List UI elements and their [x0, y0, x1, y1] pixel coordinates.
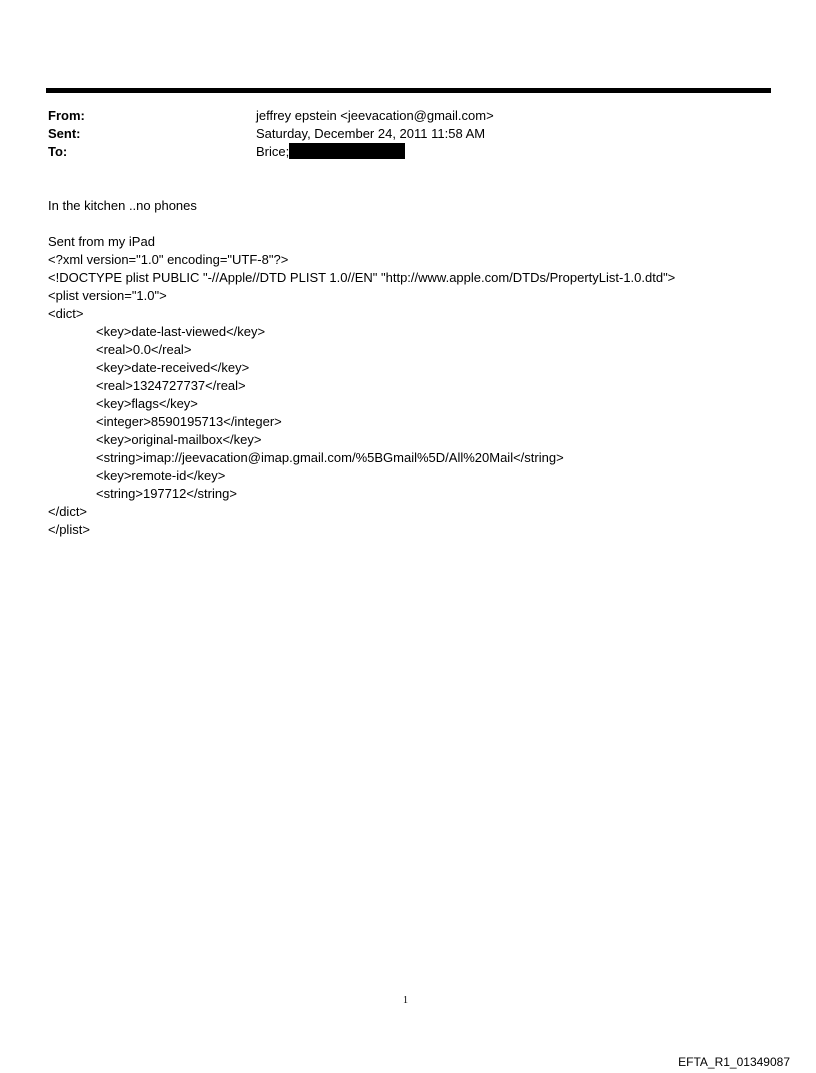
to-label: To:: [48, 144, 68, 159]
to-value-group: [256, 143, 405, 161]
to-row: [48, 143, 748, 161]
plist-open-tag: <plist version="1.0">: [48, 288, 167, 303]
page-number: 1: [403, 995, 408, 1006]
bates-number: EFTA_R1_01349087: [678, 1055, 790, 1069]
dict-line: <key>date-received</key>: [96, 360, 250, 375]
redaction-box: [289, 143, 405, 159]
dict-open-tag: <dict>: [48, 306, 84, 321]
sent-label: Sent:: [48, 126, 81, 141]
from-label: From:: [48, 108, 85, 123]
dict-line: <string>197712</string>: [96, 486, 237, 501]
xml-declaration: <?xml version="1.0" encoding="UTF-8"?>: [48, 252, 289, 267]
email-header: [48, 107, 748, 161]
from-value: jeffrey epstein <jeevacation@gmail.com>: [256, 108, 494, 123]
dict-line: <real>0.0</real>: [96, 342, 192, 357]
plist-close-tag: </plist>: [48, 522, 90, 537]
from-row: [48, 107, 748, 125]
to-value: Brice;: [256, 144, 290, 159]
blank-line: [48, 215, 788, 233]
dict-line: <integer>8590195713</integer>: [96, 414, 282, 429]
sent-value: Saturday, December 24, 2011 11:58 AM: [256, 126, 486, 141]
header-divider-rule: [46, 88, 771, 93]
dict-line: <key>original-mailbox</key>: [96, 432, 262, 447]
dict-line: <key>flags</key>: [96, 396, 198, 411]
doctype-line: <!DOCTYPE plist PUBLIC "-//Apple//DTD PLIST 1.0//EN" "http://www.apple.com/DTDs/PropertyList-1.0.dtd">: [48, 270, 676, 285]
signature-text: Sent from my iPad: [48, 234, 155, 249]
dict-line: <real>1324727737</real>: [96, 378, 246, 393]
dict-line: <string>imap://jeevacation@imap.gmail.com/%5BGmail%5D/All%20Mail</string>: [96, 450, 564, 465]
dict-line: <key>date-last-viewed</key>: [96, 324, 266, 339]
message-text: In the kitchen ..no phones: [48, 198, 197, 213]
email-body: [48, 197, 788, 539]
sent-row: [48, 125, 748, 143]
dict-close-tag: </dict>: [48, 504, 88, 519]
dict-line: <key>remote-id</key>: [96, 468, 226, 483]
